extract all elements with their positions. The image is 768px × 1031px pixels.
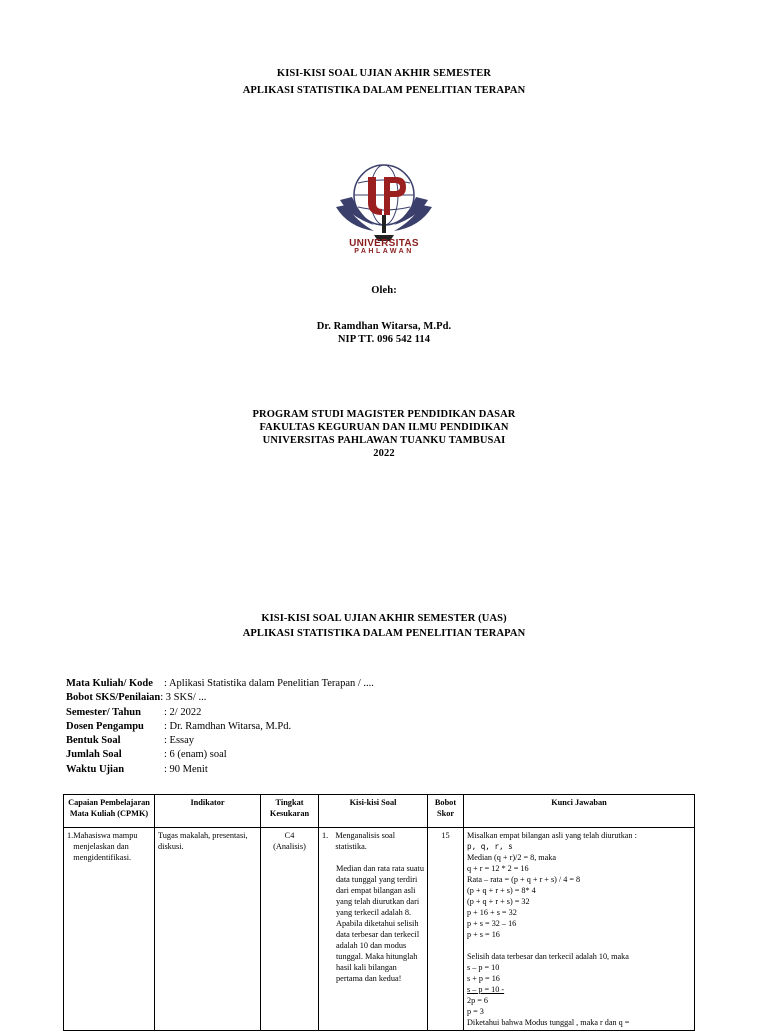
- kisi-title: Menganalisis soal statistika.: [335, 831, 395, 851]
- cell-kunci: [464, 828, 695, 1031]
- header-indikator: Indikator: [155, 795, 261, 828]
- info-row: [66, 706, 374, 720]
- kunci-line: p + s = 16: [467, 930, 500, 939]
- info-label: Bentuk Soal: [66, 735, 121, 747]
- cell-bobot: 15: [428, 828, 464, 1031]
- header-bobot: Bobot Skor: [428, 795, 464, 828]
- cell-indikator: Tugas makalah, presentasi, diskusi.: [155, 828, 261, 1031]
- info-value: : 6 (enam) soal: [164, 749, 227, 761]
- header-tingkat: Tingkat Kesukaran: [261, 795, 319, 828]
- logo-text-universitas: UNIVERSITAS: [349, 238, 419, 249]
- tingkat-category: (Analisis): [273, 842, 306, 851]
- info-label: Mata Kuliah/ Kode: [66, 678, 153, 689]
- kisi-body: Median dan rata rata suatu data tunggal yang terdiri dari empat bilangan asli yang telah diurutkan dari yang terkecil adalah 8. Apabila diketahui selisih data terbesar dan terkecil adalah 10 dan modus tunggal. Maka hitunglah hasil kali bilangan pertama dan kedua!: [336, 864, 425, 983]
- course-info: [66, 677, 374, 777]
- logo-text-pahlawan: PAHLAWAN: [354, 248, 414, 255]
- kunci-line: p + 16 + s = 32: [467, 908, 517, 917]
- kunci-line: p, q, r, s: [467, 842, 513, 851]
- info-row: [66, 763, 374, 777]
- info-row: [66, 734, 374, 748]
- kunci-line: q + r = 12 * 2 = 16: [467, 864, 529, 873]
- cover-nip: NIP TT. 096 542 114: [337, 334, 431, 345]
- cell-cpmk: [64, 828, 155, 1031]
- info-row: [66, 748, 374, 762]
- info-label: Dosen Pengampu: [66, 720, 144, 732]
- info-row: [66, 720, 374, 734]
- kunci-line: s – p = 10: [467, 962, 500, 972]
- info-value: : 90 Menit: [164, 763, 208, 775]
- cover-year: 2022: [373, 448, 395, 459]
- kunci-line: s – p = 10 -: [467, 984, 505, 994]
- kunci-line: 2p = 6: [467, 995, 488, 1005]
- info-label: Bobot SKS/Penilaian: [66, 692, 161, 704]
- kunci-line: (p + q + r + s) = 32: [467, 897, 530, 906]
- tingkat-level: C4: [284, 831, 295, 840]
- header-kisi: Kisi-kisi Soal: [319, 795, 428, 828]
- info-row: [66, 677, 374, 691]
- cell-tingkat: [261, 828, 319, 1031]
- info-row: [66, 691, 374, 705]
- cover-institution-2: FAKULTAS KEGURUAN DAN ILMU PENDIDIKAN: [259, 422, 509, 433]
- kunci-line: s + p = 16: [467, 973, 500, 983]
- cover-title-2: APLIKASI STATISTIKA DALAM PENELITIAN TERAPAN: [242, 85, 526, 96]
- kunci-line: Rata – rata = (p + q + r + s) / 4 = 8: [467, 875, 581, 884]
- info-label: Waktu Ujian: [66, 763, 125, 775]
- table-header-row: [64, 795, 695, 828]
- info-label: Jumlah Soal: [66, 749, 122, 761]
- header-kunci: Kunci Jawaban: [464, 795, 695, 828]
- kunci-line: (p + q + r + s) = 8* 4: [467, 886, 536, 895]
- kunci-line: Selisih data terbesar dan terkecil adalah 10, maka: [467, 951, 629, 961]
- cpmk-text: Mahasiswa mampu menjelaskan dan mengidentifikasi.: [73, 831, 138, 862]
- info-value: : Dr. Ramdhan Witarsa, M.Pd.: [164, 720, 292, 732]
- kunci-line: Median (q + r)/2 = 8, maka: [467, 853, 557, 862]
- cover-institution-1: PROGRAM STUDI MAGISTER PENDIDIKAN DASAR: [252, 409, 516, 420]
- kunci-line: [467, 940, 691, 951]
- cover-title-1: KISI-KISI SOAL UJIAN AKHIR SEMESTER: [276, 68, 492, 79]
- kisi-number: 1.: [322, 831, 329, 840]
- kunci-line: Diketahui bahwa Modus tunggal , maka r dan q =: [467, 1017, 630, 1027]
- kunci-line: p + s = 32 – 16: [467, 919, 517, 928]
- header-cpmk: Capaian Pembelajaran Mata Kuliah (CPMK): [64, 795, 155, 828]
- cpmk-number: 1.: [67, 831, 74, 840]
- cover-oleh: Oleh:: [371, 285, 397, 296]
- section-title-2: APLIKASI STATISTIKA DALAM PENELITIAN TERAPAN: [242, 628, 526, 639]
- table-row: [64, 828, 695, 1031]
- info-value: : Aplikasi Statistika dalam Penelitian Terapan / ....: [164, 678, 374, 689]
- cover-author: Dr. Ramdhan Witarsa, M.Pd.: [316, 321, 452, 332]
- info-value: : Essay: [164, 735, 195, 747]
- info-value: : 3 SKS/ ...: [160, 692, 207, 704]
- section-title-1: KISI-KISI SOAL UJIAN AKHIR SEMESTER (UAS): [261, 613, 507, 624]
- kunci-line: p = 3: [467, 1006, 484, 1016]
- info-value: : 2/ 2022: [164, 706, 202, 718]
- kisi-kisi-table: [63, 794, 695, 1031]
- cover-institution-3: UNIVERSITAS PAHLAWAN TUANKU TAMBUSAI: [262, 435, 506, 446]
- info-label: Semester/ Tahun: [66, 706, 141, 718]
- kunci-line: Misalkan empat bilangan asli yang telah diurutkan :: [467, 831, 637, 840]
- cell-kisi: [319, 828, 428, 1031]
